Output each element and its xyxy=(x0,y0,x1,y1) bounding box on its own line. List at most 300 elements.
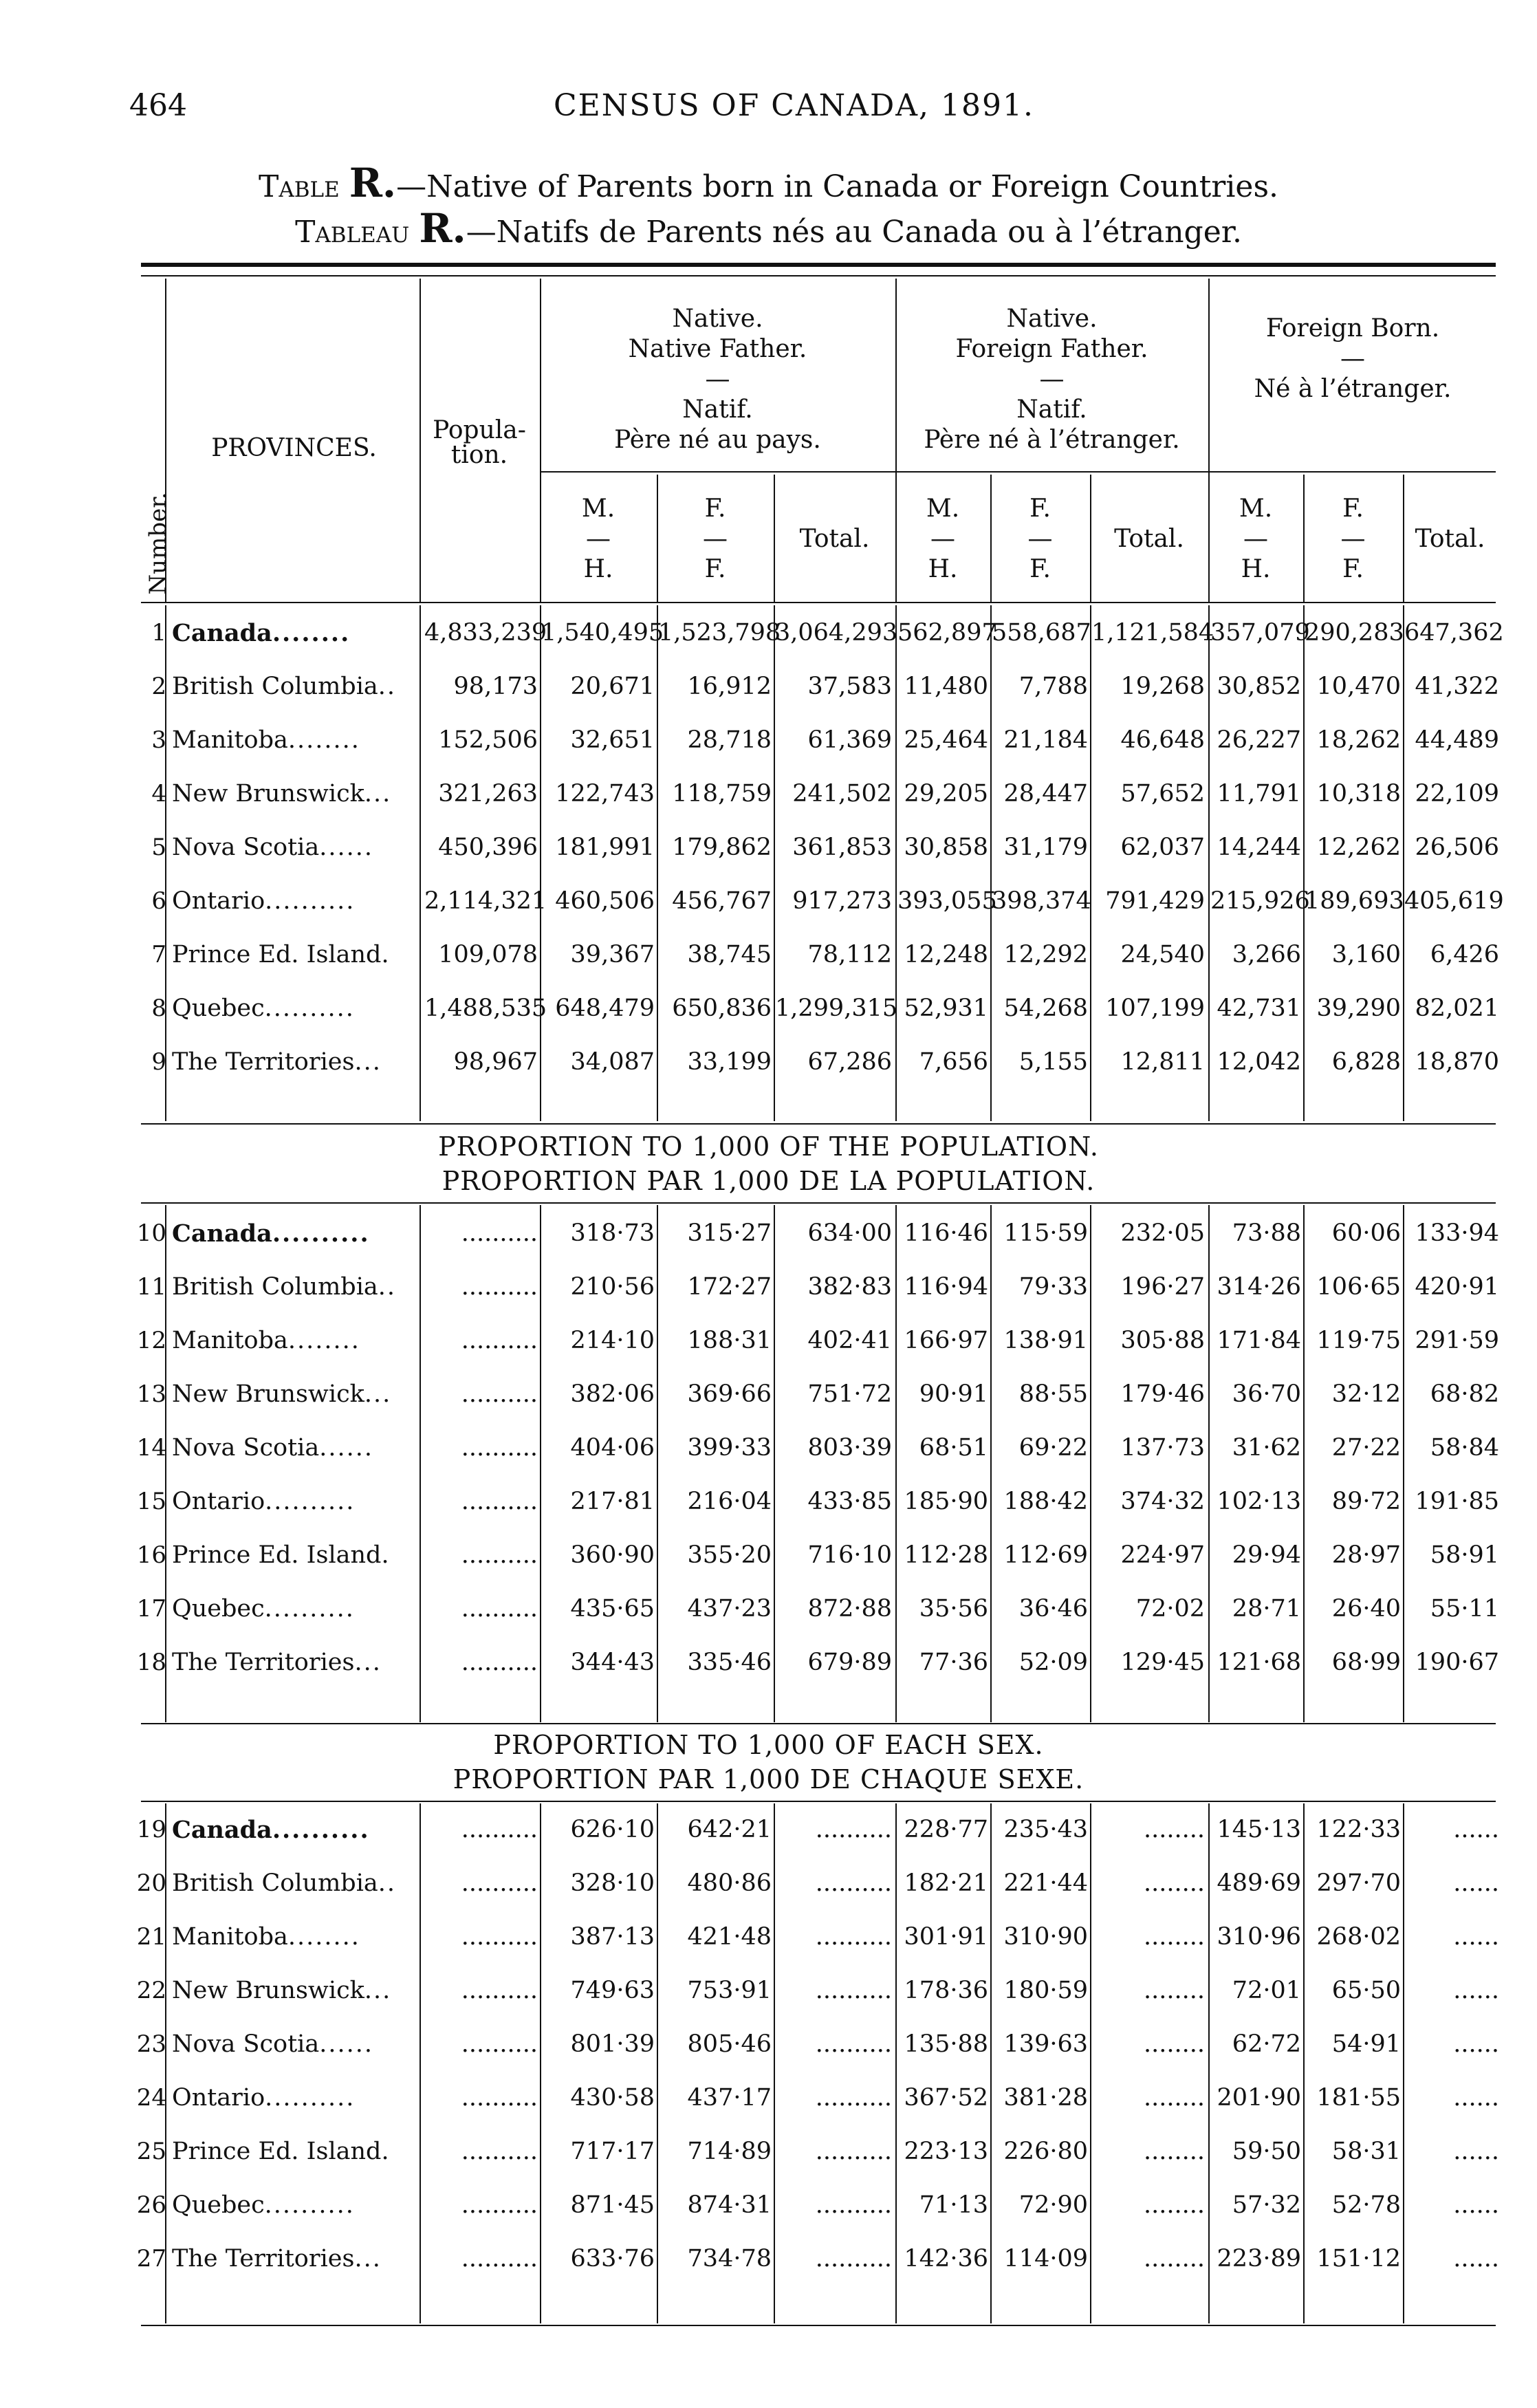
cell-bt: 6,426 xyxy=(1430,941,1499,968)
cell-nt: 716·10 xyxy=(807,1541,892,1569)
table-row xyxy=(0,1977,1537,2030)
cell-nf: 38,745 xyxy=(687,941,772,968)
cell-ff: 7,788 xyxy=(1018,673,1088,700)
cell-ft: ........ xyxy=(1143,1977,1205,2004)
group2-en-2: Foreign Father. xyxy=(955,335,1148,363)
cell-bf: 39,290 xyxy=(1316,995,1401,1022)
cell-fm: 228·77 xyxy=(904,1816,988,1843)
population-header-line1: Popula- xyxy=(433,416,526,444)
cell-bm: 223·89 xyxy=(1217,2245,1301,2273)
group2-en-1: Native. xyxy=(1006,305,1098,333)
cell-nf: 480·86 xyxy=(687,1869,772,1897)
cell-nm: 717·17 xyxy=(570,2138,655,2165)
row-number: 21 xyxy=(136,1923,166,1951)
leader-dots: .. xyxy=(378,1869,397,1897)
cell-bt: 291·59 xyxy=(1415,1327,1499,1354)
province-label: Quebec xyxy=(172,1595,265,1623)
province-name xyxy=(172,941,416,968)
cell-pop: .......... xyxy=(461,1977,538,2004)
cell-ff: 72·90 xyxy=(1018,2191,1088,2219)
cell-bm: 310·96 xyxy=(1217,1923,1301,1951)
cell-ft: 1,121,584 xyxy=(1091,619,1214,647)
cell-ff: 54,268 xyxy=(1003,995,1088,1022)
cell-ft: 57,652 xyxy=(1120,780,1205,807)
title-fr-letter: R. xyxy=(419,205,466,252)
cell-fm: 116·46 xyxy=(904,1219,988,1247)
province-name xyxy=(172,834,416,861)
province-name xyxy=(172,1434,416,1462)
cell-nm: 801·39 xyxy=(570,2030,655,2058)
cell-pop: .......... xyxy=(461,1595,538,1623)
table-row xyxy=(0,1434,1537,1488)
lbl-h: H. xyxy=(583,555,613,583)
cell-bt: ...... xyxy=(1453,2138,1499,2165)
table-row xyxy=(0,1595,1537,1649)
cell-nm: 633·76 xyxy=(570,2245,655,2273)
table-row xyxy=(0,619,1537,673)
cell-pop: 2,114,321 xyxy=(424,887,547,915)
cell-ft: 374·32 xyxy=(1120,1488,1205,1515)
cell-nt: 61,369 xyxy=(807,726,892,754)
leader-dots: .......... xyxy=(272,1816,370,1844)
cell-nf: 179,862 xyxy=(672,834,772,861)
table-row xyxy=(0,2030,1537,2084)
cell-nt: 679·89 xyxy=(807,1649,892,1676)
province-label: Quebec xyxy=(172,2191,265,2219)
header-bottom-rule xyxy=(141,602,1496,603)
cell-bt: ...... xyxy=(1453,2245,1499,2273)
cell-pop: 4,833,239 xyxy=(424,619,547,647)
cell-pop: .......... xyxy=(461,1816,538,1843)
row-number: 12 xyxy=(136,1327,166,1354)
group1-fr-1: Natif. xyxy=(682,395,753,424)
cell-fm: 25,464 xyxy=(904,726,988,754)
cell-bm: 36·70 xyxy=(1232,1380,1301,1408)
cell-ff: 188·42 xyxy=(1003,1488,1088,1515)
province-name xyxy=(172,2138,416,2165)
page-title: CENSUS OF CANADA, 1891. xyxy=(554,88,1034,123)
province-label: Prince Ed. Island xyxy=(172,941,382,968)
cell-bf: 6,828 xyxy=(1331,1048,1401,1076)
table-row xyxy=(0,1048,1537,1102)
cell-fm: 562,897 xyxy=(897,619,997,647)
population-header xyxy=(421,418,538,468)
group3-dash: — xyxy=(1340,345,1365,373)
group3-en: Foreign Born. xyxy=(1265,314,1440,343)
province-label: Manitoba xyxy=(172,1327,288,1354)
cell-nf: 421·48 xyxy=(687,1923,772,1951)
cell-bf: 89·72 xyxy=(1331,1488,1401,1515)
cell-pop: .......... xyxy=(461,1923,538,1951)
cell-bf: 181·55 xyxy=(1316,2084,1401,2112)
cell-nm: 210·56 xyxy=(570,1273,655,1301)
row-number: 4 xyxy=(151,780,166,807)
cell-nt: .......... xyxy=(815,1923,892,1951)
row-number: 17 xyxy=(136,1595,166,1623)
cell-fm: 12,248 xyxy=(904,941,988,968)
cell-bm: 314·26 xyxy=(1217,1273,1301,1301)
cell-fm: 178·36 xyxy=(904,1977,988,2004)
subhdr-g2-total: Total. xyxy=(1114,525,1184,553)
cell-bt: ...... xyxy=(1453,2191,1499,2219)
province-name xyxy=(172,1380,416,1408)
table-row xyxy=(0,1488,1537,1541)
cell-fm: 142·36 xyxy=(904,2245,988,2273)
table-end-rule xyxy=(141,2325,1496,2326)
cell-bt: 68·82 xyxy=(1430,1380,1499,1408)
province-label: British Columbia xyxy=(172,1273,378,1301)
cell-bm: 11,791 xyxy=(1217,780,1301,807)
row-number: 19 xyxy=(136,1816,166,1843)
cell-pop: .......... xyxy=(461,1273,538,1301)
cell-pop: 152,506 xyxy=(438,726,538,754)
cell-fm: 35·56 xyxy=(919,1595,988,1623)
cell-nm: 328·10 xyxy=(570,1869,655,1897)
cell-bf: 10,470 xyxy=(1316,673,1401,700)
cell-bt: 18,870 xyxy=(1415,1048,1499,1076)
province-name xyxy=(172,1488,416,1515)
province-label: Quebec xyxy=(172,995,265,1022)
cell-nf: 874·31 xyxy=(687,2191,772,2219)
section3-title-en: PROPORTION TO 1,000 OF EACH SEX. xyxy=(493,1730,1044,1760)
cell-nm: 430·58 xyxy=(570,2084,655,2112)
cell-nm: 217·81 xyxy=(570,1488,655,1515)
cell-nt: 361,853 xyxy=(792,834,892,861)
cell-nm: 181,991 xyxy=(555,834,655,861)
cell-bf: 3,160 xyxy=(1331,941,1401,968)
table-row xyxy=(0,1380,1537,1434)
cell-bf: 27·22 xyxy=(1331,1434,1401,1462)
lbl-m: M. xyxy=(926,495,960,523)
cell-pop: 450,396 xyxy=(438,834,538,861)
province-name xyxy=(172,1327,416,1354)
cell-nt: 78,112 xyxy=(807,941,892,968)
province-label: Canada xyxy=(172,619,272,647)
leader-dots: ... xyxy=(354,2245,382,2273)
cell-bf: 297·70 xyxy=(1316,1869,1401,1897)
row-number: 14 xyxy=(136,1434,166,1462)
cell-pop: 1,488,535 xyxy=(424,995,547,1022)
province-label: Nova Scotia xyxy=(172,2030,320,2058)
group1-header xyxy=(541,304,894,455)
lbl-dash: — xyxy=(1027,525,1053,553)
province-name xyxy=(172,2084,416,2112)
province-name xyxy=(172,1219,416,1248)
title-en-prefix: Table xyxy=(258,169,340,204)
cell-nf: 1,523,798 xyxy=(658,619,781,647)
cell-nf: 714·89 xyxy=(687,2138,772,2165)
provinces-header: PROVINCES. xyxy=(211,434,377,462)
cell-nt: 433·85 xyxy=(807,1488,892,1515)
cell-fm: 90·91 xyxy=(919,1380,988,1408)
cell-ft: 791,429 xyxy=(1105,887,1205,915)
cell-fm: 223·13 xyxy=(904,2138,988,2165)
province-label: Nova Scotia xyxy=(172,1434,320,1462)
title-en-rest: —Native of Parents born in Canada or Foreign Countries. xyxy=(396,169,1279,204)
cell-bf: 106·65 xyxy=(1316,1273,1401,1301)
leader-dots: .. xyxy=(378,1273,397,1301)
leader-dots: ... xyxy=(364,1380,392,1408)
cell-bt: ...... xyxy=(1453,1923,1499,1951)
group2-header xyxy=(897,304,1207,455)
cell-bt: ...... xyxy=(1453,1869,1499,1897)
cell-bf: 189,693 xyxy=(1305,887,1404,915)
subhdr-g3-total: Total. xyxy=(1415,525,1485,553)
cell-pop: .......... xyxy=(461,2138,538,2165)
group1-dash: — xyxy=(705,365,730,393)
cell-nf: 216·04 xyxy=(687,1488,772,1515)
cell-nf: 355·20 xyxy=(687,1541,772,1569)
cell-nm: 648,479 xyxy=(555,995,655,1022)
cell-nm: 404·06 xyxy=(570,1434,655,1462)
row-number: 26 xyxy=(136,2191,166,2219)
province-name xyxy=(172,673,416,700)
cell-bt: 44,489 xyxy=(1415,726,1499,754)
cell-nm: 460,506 xyxy=(555,887,655,915)
cell-bf: 26·40 xyxy=(1331,1595,1401,1623)
leader-dots: ...... xyxy=(319,2030,374,2058)
cell-ft: 129·45 xyxy=(1120,1649,1205,1676)
cell-ft: 305·88 xyxy=(1120,1327,1205,1354)
lbl-m: M. xyxy=(1239,495,1273,523)
cell-ff: 52·09 xyxy=(1018,1649,1088,1676)
cell-nt: 872·88 xyxy=(807,1595,892,1623)
cell-ff: 398,374 xyxy=(992,887,1091,915)
section3-title-fr: PROPORTION PAR 1,000 DE CHAQUE SEXE. xyxy=(453,1764,1084,1794)
subheader-rule xyxy=(540,471,1496,473)
cell-pop: .......... xyxy=(461,1869,538,1897)
table-row xyxy=(0,1816,1537,1869)
row-number: 24 xyxy=(136,2084,166,2112)
table-row xyxy=(0,1219,1537,1273)
cell-ft: 224·97 xyxy=(1120,1541,1205,1569)
cell-fm: 301·91 xyxy=(904,1923,988,1951)
number-header: Number. xyxy=(144,492,172,595)
province-label: New Brunswick xyxy=(172,1977,364,2004)
cell-bf: 10,318 xyxy=(1316,780,1401,807)
cell-ft: ........ xyxy=(1143,1869,1205,1897)
cell-bm: 14,244 xyxy=(1217,834,1301,861)
cell-fm: 182·21 xyxy=(904,1869,988,1897)
cell-bf: 12,262 xyxy=(1316,834,1401,861)
lbl-dash: — xyxy=(586,525,611,553)
table-row xyxy=(0,1541,1537,1595)
cell-pop: 98,173 xyxy=(453,673,538,700)
cell-bm: 489·69 xyxy=(1217,1869,1301,1897)
row-number: 3 xyxy=(151,726,166,754)
lbl-h: H. xyxy=(928,555,958,583)
cell-nm: 382·06 xyxy=(570,1380,655,1408)
cell-nf: 437·23 xyxy=(687,1595,772,1623)
cell-fm: 11,480 xyxy=(904,673,988,700)
cell-ff: 12,292 xyxy=(1003,941,1088,968)
province-name xyxy=(172,1595,416,1623)
leader-dots: .......... xyxy=(264,1595,355,1623)
cell-bm: 30,852 xyxy=(1217,673,1301,700)
group1-en-1: Native. xyxy=(672,305,763,333)
cell-nf: 33,199 xyxy=(687,1048,772,1076)
province-label: Prince Ed. Island xyxy=(172,2138,382,2165)
cell-bf: 52·78 xyxy=(1331,2191,1401,2219)
province-name xyxy=(172,995,416,1022)
top-thin-rule xyxy=(141,275,1496,276)
cell-ft: ........ xyxy=(1143,2138,1205,2165)
cell-bf: 54·91 xyxy=(1331,2030,1401,2058)
province-label: The Territories xyxy=(172,1649,355,1676)
cell-fm: 77·36 xyxy=(919,1649,988,1676)
section2-start-rule xyxy=(141,1202,1496,1204)
subhdr-g1-f xyxy=(658,494,772,585)
cell-nm: 871·45 xyxy=(570,2191,655,2219)
province-name xyxy=(172,1869,416,1897)
cell-bf: 151·12 xyxy=(1316,2245,1401,2273)
cell-ff: 226·80 xyxy=(1003,2138,1088,2165)
table-row xyxy=(0,2084,1537,2138)
row-number: 22 xyxy=(136,1977,166,2004)
cell-fm: 135·88 xyxy=(904,2030,988,2058)
cell-ft: 62,037 xyxy=(1120,834,1205,861)
cell-ft: 107,199 xyxy=(1105,995,1205,1022)
lbl-f: F. xyxy=(704,555,726,583)
province-label: Manitoba xyxy=(172,726,288,754)
cell-nt: .......... xyxy=(815,2084,892,2112)
province-label: The Territories xyxy=(172,2245,355,2273)
cell-bm: 42,731 xyxy=(1217,995,1301,1022)
province-name xyxy=(172,726,416,754)
table-title-en xyxy=(0,160,1537,206)
group1-en-2: Native Father. xyxy=(628,335,807,363)
cell-nf: 805·46 xyxy=(687,2030,772,2058)
cell-bm: 31·62 xyxy=(1232,1434,1301,1462)
cell-bm: 12,042 xyxy=(1217,1048,1301,1076)
province-name xyxy=(172,1923,416,1951)
subhdr-g2-m xyxy=(897,494,989,585)
cell-pop: .......... xyxy=(461,2084,538,2112)
cell-bt: 133·94 xyxy=(1415,1219,1499,1247)
cell-nm: 32,651 xyxy=(570,726,655,754)
province-label: Ontario xyxy=(172,887,265,915)
cell-nt: .......... xyxy=(815,2138,892,2165)
subhdr-g1-total: Total. xyxy=(799,525,870,553)
title-fr-prefix: Tableau xyxy=(295,215,410,250)
cell-pop: .......... xyxy=(461,1488,538,1515)
row-number: 9 xyxy=(151,1048,166,1076)
population-header-line2: tion. xyxy=(450,441,508,469)
cell-nt: 402·41 xyxy=(807,1327,892,1354)
leader-dots: ...... xyxy=(319,1434,374,1462)
table-row xyxy=(0,780,1537,834)
cell-nt: .......... xyxy=(815,1977,892,2004)
cell-pop: .......... xyxy=(461,2191,538,2219)
leader-dots: . xyxy=(381,941,391,968)
cell-nm: 122,743 xyxy=(555,780,655,807)
row-number: 25 xyxy=(136,2138,166,2165)
cell-bm: 62·72 xyxy=(1232,2030,1301,2058)
leader-dots: ........ xyxy=(272,619,351,647)
table-row xyxy=(0,1923,1537,1977)
cell-ff: 558,687 xyxy=(992,619,1091,647)
cell-ft: 19,268 xyxy=(1120,673,1205,700)
province-name xyxy=(172,1649,416,1676)
cell-ft: 12,811 xyxy=(1120,1048,1205,1076)
cell-nm: 626·10 xyxy=(570,1816,655,1843)
table-row xyxy=(0,2138,1537,2191)
cell-ft: 179·46 xyxy=(1120,1380,1205,1408)
cell-bm: 59·50 xyxy=(1232,2138,1301,2165)
cell-bt: 58·91 xyxy=(1430,1541,1499,1569)
group2-dash: — xyxy=(1039,365,1065,393)
cell-nf: 188·31 xyxy=(687,1327,772,1354)
cell-bt: ...... xyxy=(1453,1816,1499,1843)
cell-fm: 7,656 xyxy=(919,1048,988,1076)
cell-nf: 437·17 xyxy=(687,2084,772,2112)
cell-fm: 71·13 xyxy=(919,2191,988,2219)
cell-fm: 393,055 xyxy=(897,887,997,915)
row-number: 8 xyxy=(151,995,166,1022)
table-row xyxy=(0,726,1537,780)
cell-fm: 52,931 xyxy=(904,995,988,1022)
group3-fr: Né à l’étranger. xyxy=(1254,375,1452,403)
cell-bf: 68·99 xyxy=(1331,1649,1401,1676)
cell-ff: 36·46 xyxy=(1018,1595,1088,1623)
leader-dots: .......... xyxy=(265,887,356,915)
province-label: British Columbia xyxy=(172,673,378,700)
province-name xyxy=(172,1816,416,1844)
province-name xyxy=(172,780,416,807)
cell-bm: 121·68 xyxy=(1217,1649,1301,1676)
cell-bf: 268·02 xyxy=(1316,1923,1401,1951)
table-row xyxy=(0,1327,1537,1380)
province-name xyxy=(172,1048,416,1076)
cell-bm: 102·13 xyxy=(1217,1488,1301,1515)
lbl-f: F. xyxy=(1029,555,1051,583)
cell-fm: 367·52 xyxy=(904,2084,988,2112)
cell-nf: 650,836 xyxy=(672,995,772,1022)
row-number: 10 xyxy=(136,1219,166,1247)
cell-bt: 82,021 xyxy=(1415,995,1499,1022)
province-name xyxy=(172,2245,416,2273)
cell-ff: 28,447 xyxy=(1003,780,1088,807)
cell-ft: ........ xyxy=(1143,1923,1205,1951)
province-label: The Territories xyxy=(172,1048,355,1076)
cell-fm: 185·90 xyxy=(904,1488,988,1515)
cell-ff: 115·59 xyxy=(1003,1219,1088,1247)
table-row xyxy=(0,995,1537,1048)
cell-nf: 28,718 xyxy=(687,726,772,754)
cell-nf: 399·33 xyxy=(687,1434,772,1462)
cell-ff: 114·09 xyxy=(1003,2245,1088,2273)
subhdr-g1-m xyxy=(541,494,655,585)
leader-dots: ... xyxy=(364,1977,392,2004)
row-number: 13 xyxy=(136,1380,166,1408)
lbl-h: H. xyxy=(1241,555,1271,583)
cell-nm: 344·43 xyxy=(570,1649,655,1676)
cell-bm: 3,266 xyxy=(1232,941,1301,968)
cell-bf: 58·31 xyxy=(1331,2138,1401,2165)
leader-dots: ........ xyxy=(287,1327,360,1354)
cell-nm: 34,087 xyxy=(570,1048,655,1076)
cell-nf: 172·27 xyxy=(687,1273,772,1301)
subhdr-g3-f xyxy=(1305,494,1402,585)
cell-ff: 235·43 xyxy=(1003,1816,1088,1843)
leader-dots: .......... xyxy=(264,995,355,1022)
cell-nf: 734·78 xyxy=(687,2245,772,2273)
leader-dots: .......... xyxy=(272,1219,370,1248)
cell-nf: 369·66 xyxy=(687,1380,772,1408)
lbl-f: F. xyxy=(1029,495,1051,523)
cell-nt: 751·72 xyxy=(807,1380,892,1408)
province-label: Nova Scotia xyxy=(172,834,320,861)
